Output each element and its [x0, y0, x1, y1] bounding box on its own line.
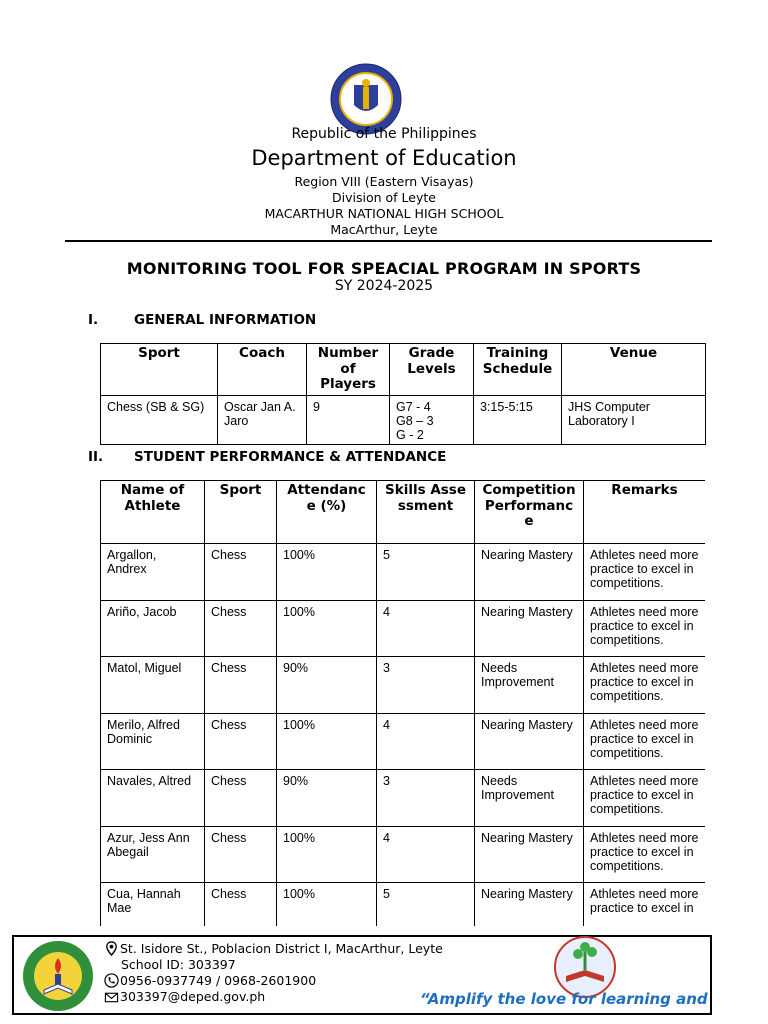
header-cell: Skills Assessment: [377, 481, 475, 544]
table-header-row: [101, 344, 706, 396]
remarks-cell: Athletes need more practice to excel in: [584, 883, 706, 927]
table-row: [101, 657, 706, 714]
division-line: Division of Leyte: [332, 190, 436, 205]
table-row: [101, 826, 706, 883]
remarks-cell: Athletes need more practice to excel in competitions.: [584, 600, 706, 657]
sport-cell: Chess: [205, 770, 277, 827]
footer-address: St. Isidore St., Poblacion District I, MacArthur, Leyte: [120, 941, 443, 956]
players-cell: 9: [307, 395, 390, 444]
venue-cell: JHS Computer Laboratory I: [562, 395, 706, 444]
remarks-cell: Athletes need more practice to excel in competitions.: [584, 826, 706, 883]
footer-email: 303397@deped.gov.ph: [120, 989, 266, 1004]
sport-cell: Chess: [205, 544, 277, 601]
remarks-cell: Athletes need more practice to excel in competitions.: [584, 544, 706, 601]
sport-cell: Chess: [205, 600, 277, 657]
sport-cell: Chess: [205, 713, 277, 770]
table-row: [101, 713, 706, 770]
attendance-cell: 100%: [277, 883, 377, 927]
header-cell: Attendance (%): [277, 481, 377, 544]
table-row: [101, 395, 706, 444]
sport-cell: Chess: [205, 826, 277, 883]
remarks-cell: Athletes need more practice to excel in competitions.: [584, 770, 706, 827]
school-line: MACARTHUR NATIONAL HIGH SCHOOL: [264, 206, 504, 221]
document-title: MONITORING TOOL FOR SPEACIAL PROGRAM IN SPORTS: [126, 259, 642, 278]
grade-line: G8 – 3: [396, 413, 434, 428]
attendance-cell: 100%: [277, 826, 377, 883]
performance-cell: Nearing Mastery: [475, 713, 584, 770]
header-cell: Sport: [205, 481, 277, 544]
skills-cell: 3: [377, 770, 475, 827]
table-row: [101, 544, 706, 601]
skills-cell: 4: [377, 600, 475, 657]
performance-cell: Nearing Mastery: [475, 600, 584, 657]
region-line: Region VIII (Eastern Visayas): [294, 174, 474, 189]
performance-cell: Needs Improvement: [475, 770, 584, 827]
performance-cell: Nearing Mastery: [475, 883, 584, 927]
performance-table: [100, 480, 705, 926]
attendance-cell: 90%: [277, 770, 377, 827]
attendance-cell: 90%: [277, 657, 377, 714]
grade-line: G - 2: [396, 427, 424, 442]
athlete-name-cell: Ariño, Jacob: [101, 600, 205, 657]
location-pin-icon: [104, 941, 119, 956]
performance-cell: Nearing Mastery: [475, 826, 584, 883]
skills-cell: 5: [377, 544, 475, 601]
section-2-heading: [88, 449, 588, 467]
schedule-cell: 3:15-5:15: [474, 395, 562, 444]
phone-icon: [104, 973, 119, 988]
athlete-name-cell: Cua, Hannah Mae: [101, 883, 205, 927]
performance-cell: Needs Improvement: [475, 657, 584, 714]
skills-cell: 4: [377, 826, 475, 883]
header-cell: Remarks: [584, 481, 706, 544]
attendance-cell: 100%: [277, 600, 377, 657]
skills-cell: 5: [377, 883, 475, 927]
header-cell: Sport: [101, 344, 218, 396]
general-info-table: [100, 343, 706, 445]
performance-cell: Nearing Mastery: [475, 544, 584, 601]
athlete-name-cell: Navales, Altred: [101, 770, 205, 827]
sport-cell: Chess: [205, 883, 277, 927]
table-row: [101, 883, 706, 927]
republic-line: Republic of the Philippines: [291, 126, 477, 142]
header-cell: Training Schedule: [474, 344, 562, 396]
performance-table-clip: [100, 480, 705, 926]
remarks-cell: Athletes need more practice to excel in competitions.: [584, 657, 706, 714]
grades-cell: [390, 395, 474, 444]
athlete-name-cell: Merilo, Alfred Dominic: [101, 713, 205, 770]
section-1-title: GENERAL INFORMATION: [134, 312, 317, 328]
footer-school-id: School ID: 303397: [121, 957, 236, 972]
table-row: [101, 600, 706, 657]
footer-slogan: “Amplify the love for learning and: [420, 990, 708, 1008]
table-header-row: [101, 481, 706, 544]
attendance-cell: 100%: [277, 713, 377, 770]
athlete-name-cell: Azur, Jess Ann Abegail: [101, 826, 205, 883]
section-2-number: II.: [88, 449, 104, 465]
header-cell: Name of Athlete: [101, 481, 205, 544]
table-row: [101, 770, 706, 827]
header-cell: Grade Levels: [390, 344, 474, 396]
section-1-number: I.: [88, 312, 99, 328]
grade-line: G7 - 4: [396, 399, 431, 414]
performance-rows: [101, 544, 706, 927]
attendance-cell: 100%: [277, 544, 377, 601]
header-cell: Coach: [218, 344, 307, 396]
header-divider: [65, 240, 712, 242]
sport-cell: Chess (SB & SG): [101, 395, 218, 444]
remarks-cell: Athletes need more practice to excel in competitions.: [584, 713, 706, 770]
school-year: SY 2024-2025: [334, 278, 434, 294]
athlete-name-cell: Argallon, Andrex: [101, 544, 205, 601]
location-line: MacArthur, Leyte: [330, 222, 438, 237]
department-title: Department of Education: [251, 146, 517, 170]
skills-cell: 4: [377, 713, 475, 770]
email-icon: [104, 990, 119, 1005]
coach-cell: Oscar Jan A. Jaro: [218, 395, 307, 444]
skills-cell: 3: [377, 657, 475, 714]
athlete-name-cell: Matol, Miguel: [101, 657, 205, 714]
deped-seal-logo: [330, 63, 402, 135]
footer-phone: 0956-0937749 / 0968-2601900: [120, 973, 317, 988]
school-logo: [22, 940, 94, 1012]
header-cell: Competition Performance: [475, 481, 584, 544]
header-cell: Number of Players: [307, 344, 390, 396]
header-cell: Venue: [562, 344, 706, 396]
mnhs-program-logo: [554, 936, 616, 998]
sport-cell: Chess: [205, 657, 277, 714]
section-2-title: STUDENT PERFORMANCE & ATTENDANCE: [134, 449, 447, 465]
section-1-heading: [88, 312, 488, 330]
